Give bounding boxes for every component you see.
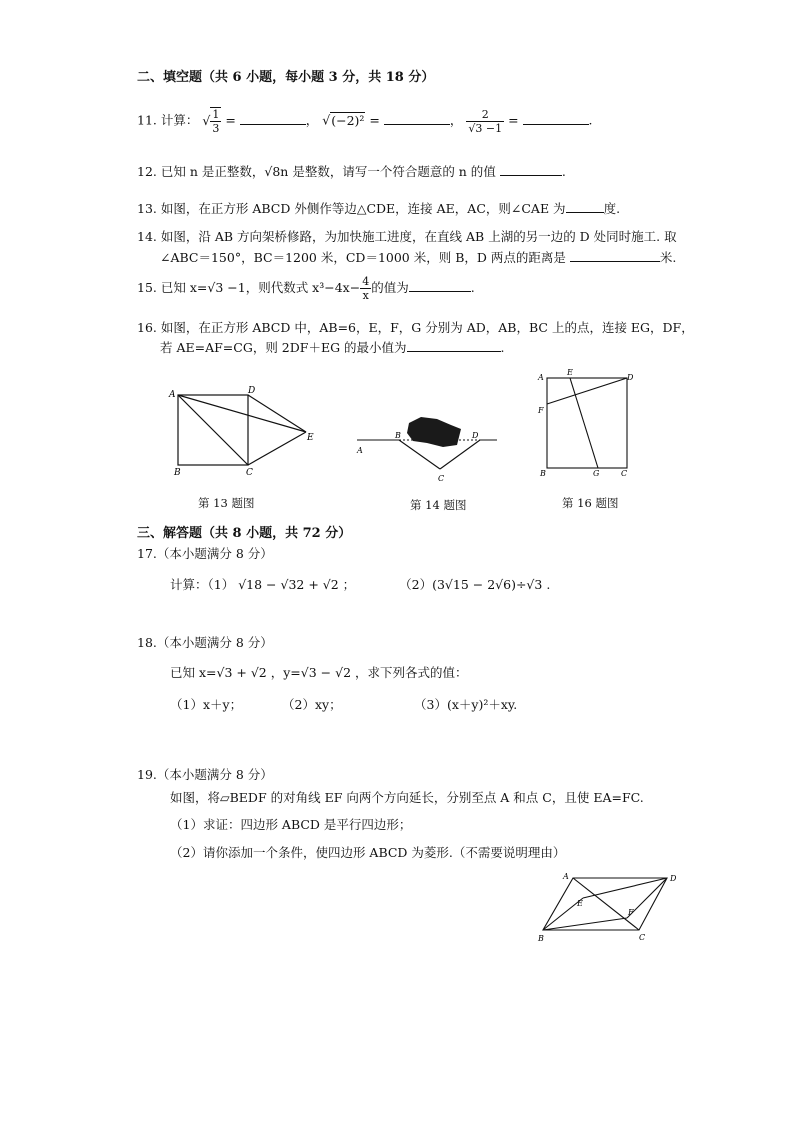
fig13-label-e: E (307, 433, 314, 443)
q18-sub1: （1）x＋y； (170, 697, 243, 712)
fig16-label-g: G (593, 469, 600, 478)
figure-19 (535, 868, 685, 946)
q19-head: （本小题满分 8 分） (156, 767, 273, 782)
q17-number: 17. (137, 546, 157, 561)
q11-blank-2[interactable] (384, 112, 450, 125)
q19-number: 19. (137, 767, 157, 782)
question-15: 15. 已知 x=√3 −1，则代数式 x³−4x− $\frac{4}{x}$ 的值为 . (137, 275, 475, 302)
figure-16 (535, 368, 635, 480)
q14-blank[interactable] (570, 249, 660, 262)
fig14-label-b: B (395, 431, 401, 440)
fig14-lake (407, 417, 461, 447)
fig16-label-c: C (621, 469, 628, 478)
q17-head: （本小题满分 8 分） (156, 546, 273, 561)
q13-blank[interactable] (566, 200, 604, 213)
fig19-label-f: F (628, 908, 634, 917)
q19-sub2: （2）请你添加一个条件，使四边形 ABCD 为菱形.（不需要说明理由） (170, 845, 566, 860)
q11-sqrt-expression: √(−2)² (322, 112, 365, 128)
fig14-label-d: D (472, 431, 479, 440)
fig14-caption: 第 14 题图 (410, 498, 467, 512)
fig13-label-a: A (169, 390, 176, 400)
fig16-label-a: A (538, 373, 544, 382)
question-18-head (137, 633, 273, 651)
q17-part2: (3√15 − 2√6)÷√3 . (432, 577, 551, 592)
q11-label: 计算： (160, 112, 199, 128)
question-12: 12. 已知 n 是正整数，√8n 是整数，请写一个符合题意的 n 的值 . (137, 164, 566, 179)
fig13-caption: 第 13 题图 (198, 496, 255, 510)
fig14-label-a: A (357, 446, 363, 455)
q14-number: 14. (137, 229, 157, 244)
question-19-head (137, 765, 273, 783)
q17-label: 计算：（1） (170, 577, 235, 592)
q12-number: 12. (137, 164, 157, 179)
question-13: 13. 如图，在正方形 ABCD 外侧作等边△CDE，连接 AE，AC，则∠CAE 为 度. (137, 201, 621, 216)
q17-part1: √18 − √32 + √2 ； (238, 577, 356, 592)
fig16-label-d: D (627, 373, 634, 382)
section3-title: 三、解答题（共 8 小题，共 72 分） (137, 526, 352, 541)
question-16-line2: 若 AE=AF=CG，则 2DF＋EG 的最小值为 . (160, 340, 505, 355)
question-11: 11. 计算： √ $\frac{1}{3}$ = ， √(−2)² = ， $\frac{2}{√3 -1}$ = . (137, 107, 593, 135)
q11-fraction: $\frac{2}{√3 -1}$ (468, 107, 503, 135)
q12-text: 已知 n 是正整数，√8n 是整数，请写一个符合题意的 n 的值 (160, 164, 496, 179)
q15-blank[interactable] (409, 279, 471, 292)
q15-fraction: $\frac{4}{x}$ (362, 275, 370, 302)
fig13-label-d: D (248, 386, 256, 396)
q16-blank[interactable] (407, 339, 501, 352)
q11-blank-3[interactable] (523, 112, 589, 125)
q15-text: 已知 x=√3 −1，则代数式 x³−4x− (160, 280, 361, 295)
q14-line1: 如图，沿 AB 方向架桥修路，为加快施工进度，在直线 AB 上湖的另一边的 D 处同时施工. 取 (160, 229, 677, 244)
fig19-label-e: E (577, 899, 583, 908)
question-17-head (137, 544, 273, 562)
figure-14 (355, 405, 500, 485)
q18-head: （本小题满分 8 分） (156, 635, 273, 650)
q14-line2: ∠ABC＝150°，BC＝1200 米，CD＝1000 米，则 B，D 两点的距离是 (160, 250, 566, 265)
question-16 (137, 318, 694, 336)
fig13-label-c: C (246, 468, 253, 478)
q18-sub3: （3）(x＋y)²＋xy. (414, 697, 518, 712)
q13-text: 如图，在正方形 ABCD 外侧作等边△CDE，连接 AE，AC，则∠CAE 为 (160, 201, 566, 216)
section2-title: 二、填空题（共 6 小题，每小题 3 分，共 18 分） (137, 70, 435, 85)
fig19-label-c: C (639, 933, 646, 942)
q11-sqrt-fraction: √ $\frac{1}{3}$ (202, 108, 220, 135)
q16-number: 16. (137, 320, 157, 335)
q19-sub1: （1）求证：四边形 ABCD 是平行四边形； (170, 817, 412, 832)
question-14 (137, 227, 677, 245)
fig16-label-b: B (540, 469, 546, 478)
fig19-label-b: B (538, 934, 544, 943)
fig16-label-e: E (567, 368, 573, 377)
fig16-label-f: F (538, 406, 544, 415)
fig13-label-b: B (174, 468, 181, 478)
q11-number: 11. (137, 112, 157, 128)
q11-equals: = (225, 112, 236, 128)
q12-blank[interactable] (500, 163, 562, 176)
q18-sub2: （2）xy； (282, 697, 342, 712)
q19-text: 如图，将▱BEDF 的对角线 EF 向两个方向延长，分别至点 A 和点 C，且使 EA=FC. (170, 790, 644, 805)
q18-given: 已知 x=√3 + √2 ，y=√3 − √2 ，求下列各式的值： (170, 665, 468, 680)
fig19-label-d: D (670, 874, 677, 883)
q18-number: 18. (137, 635, 157, 650)
q15-number: 15. (137, 280, 157, 295)
question-17-body (170, 575, 550, 593)
fig19-label-a: A (563, 872, 569, 881)
q11-blank-1[interactable] (240, 112, 306, 125)
q13-number: 13. (137, 201, 157, 216)
q16-line2: 若 AE=AF=CG，则 2DF＋EG 的最小值为 (160, 340, 407, 355)
question-14-line2: ∠ABC＝150°，BC＝1200 米，CD＝1000 米，则 B，D 两点的距离是 米. (160, 250, 677, 265)
q17-part2-label: （2） (399, 577, 433, 592)
fig16-caption: 第 16 题图 (562, 496, 619, 510)
figure-13 (160, 380, 330, 480)
q16-line1: 如图，在正方形 ABCD 中，AB=6，E，F，G 分别为 AD，AB，BC 上的点，连接 EG，DF， (160, 320, 694, 335)
fig14-label-c: C (438, 474, 445, 483)
